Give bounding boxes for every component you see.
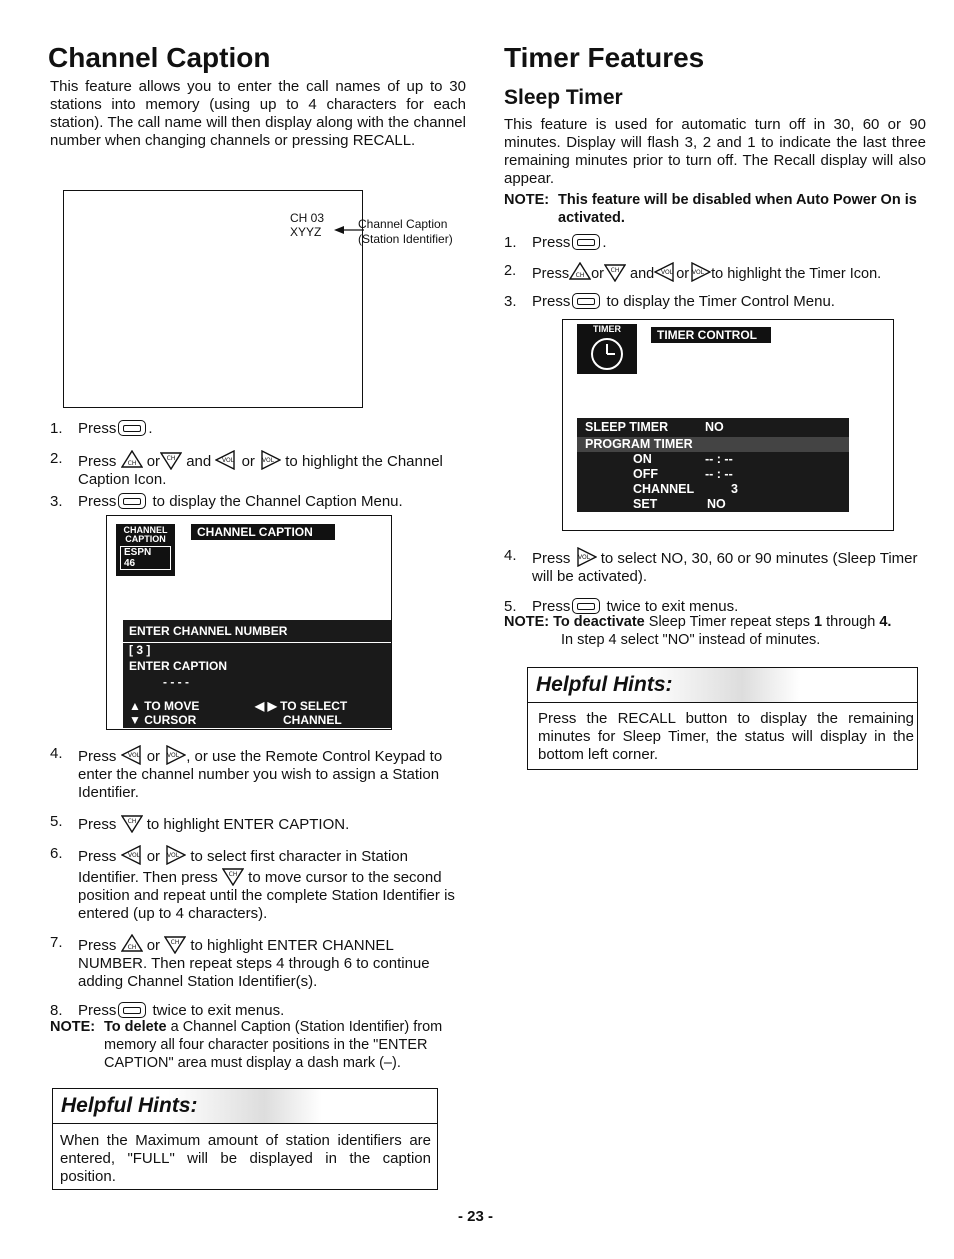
note-text: through (826, 614, 876, 630)
step-text: or (146, 848, 161, 865)
note-bold-text: To deactivate (553, 614, 645, 630)
vol-left-icon (121, 845, 143, 865)
clock-icon (577, 334, 637, 372)
left-step-7 (50, 934, 466, 991)
step-num: 7. (50, 934, 63, 951)
helpful-hints-title: Helpful Hints: (61, 1094, 198, 1117)
step-text: and (630, 266, 655, 282)
left-steps-a (50, 420, 466, 511)
ch-number-text: CH 03 (290, 211, 325, 225)
channel-value: 3 (136, 643, 144, 657)
to-select-text: TO SELECT (280, 699, 348, 713)
down-arrow-icon: ▼ (129, 713, 141, 727)
channel-num-text: 46 (124, 558, 136, 569)
ch-indicator (290, 211, 324, 239)
step-text: Press (78, 420, 117, 437)
channel-caption-menu-header: CHANNEL CAPTION (191, 524, 335, 540)
step-text: . (602, 234, 607, 251)
step-text: Press (78, 1002, 117, 1019)
left-step-1 (50, 420, 466, 438)
set-value: NO (707, 497, 726, 511)
step-num: 1. (50, 420, 63, 437)
timer-features-title: Timer Features (504, 42, 705, 73)
step-text: Press (532, 234, 571, 251)
action-button-icon (572, 293, 600, 309)
helpful-hints-title: Helpful Hints: (536, 673, 673, 696)
callout-label (358, 217, 453, 247)
vol-right-icon (575, 547, 597, 567)
note-bold-text: 4. (879, 614, 892, 630)
vol-left-icon (215, 450, 237, 470)
right-steps-b (504, 547, 928, 616)
step-num: 4. (50, 745, 63, 762)
on-label: ON (633, 452, 652, 466)
vol-right-icon (259, 450, 281, 470)
callout-line-1: Channel Caption (358, 217, 448, 231)
icon-label-2: CAPTION (125, 534, 166, 544)
enter-caption-item[interactable]: ENTER CAPTION (129, 659, 228, 673)
callout-line-2: (Station Identifier) (358, 232, 453, 246)
on-value: -- : -- (705, 452, 733, 466)
tv-screen-illustration (63, 190, 363, 408)
up-arrow-icon: ▲ (129, 699, 141, 713)
note-bold-text: 1 (814, 614, 823, 630)
step-num: 3. (504, 293, 517, 310)
note-text: This feature will be disabled when Auto Power On is activated. (558, 192, 917, 226)
channel-caption-menu-icon (116, 524, 175, 576)
step-text: Press (78, 493, 117, 510)
sleep-timer-intro: This feature is used for automatic turn off in 30, 60 or 90 minutes. Display will flash 3, 2 and 1 to indicate the last three remaining minutes prior to turn off. The Recall display will also appear. (504, 116, 926, 187)
step-num: 2. (504, 263, 517, 279)
step-num: 6. (50, 845, 63, 862)
step-num: 1. (504, 234, 517, 251)
right-note-1 (504, 191, 926, 227)
step-num: 5. (50, 813, 63, 830)
note-label: NOTE: (504, 614, 550, 630)
step-text: or (146, 748, 161, 765)
on-item[interactable] (577, 452, 849, 467)
right-steps-a (504, 234, 928, 311)
page-number: - 23 - (458, 1208, 494, 1225)
step-text: twice to exit menus. (606, 598, 739, 615)
timer-control-menu-header: TIMER CONTROL (651, 327, 771, 343)
step-text: to display the Channel Caption Menu. (152, 493, 403, 510)
step-text: to highlight ENTER CAPTION. (146, 816, 350, 833)
channel-caption-intro: This feature allows you to enter the call names of up to 30 stations into memory (using up to 4 characters for each station). The call name will then display along with the channel number when changing channels or pressing RECALL. (50, 78, 466, 149)
left-helpful-hints-box (52, 1088, 438, 1190)
off-value: -- : -- (705, 467, 733, 481)
helpful-hints-text: Press the RECALL button to display the remaining minutes for Sleep Timer, the status will display in the bottom left corner. (538, 710, 914, 763)
ch-down-icon (160, 450, 182, 470)
step-text: to select NO, 30, 60 or 90 minutes (Sleep Timer will be activated). (532, 550, 918, 585)
left-step-6 (50, 845, 466, 923)
step-text: or (676, 266, 690, 282)
channel-item[interactable] (577, 482, 849, 497)
off-item[interactable] (577, 467, 849, 482)
step-text: , or use the Remote Control Keypad to enter the channel number you wish to assign a Station Identifier. (78, 748, 443, 801)
right-step-1 (504, 234, 928, 252)
step-num: 2. (50, 450, 63, 467)
caption-dashes: - - - - (163, 675, 189, 689)
step-text: or (241, 453, 255, 470)
program-timer-label[interactable]: PROGRAM TIMER (577, 437, 849, 452)
step-text: Press (532, 598, 571, 615)
right-step-2 (504, 262, 928, 283)
action-button-icon (118, 1002, 146, 1018)
note-label: NOTE: (504, 192, 550, 208)
espn-text: ESPN (124, 547, 152, 558)
to-move-text: TO MOVE (144, 699, 200, 713)
ch-down-icon (222, 866, 244, 886)
left-right-arrow-icon: ◀ ▶ (255, 699, 277, 713)
action-button-icon (572, 234, 600, 250)
step-text: Press (78, 453, 117, 470)
cursor-text: CURSOR (144, 713, 197, 727)
step-text: Press (78, 816, 117, 833)
step-text: Press (532, 266, 570, 282)
off-label: OFF (633, 467, 658, 481)
step-text: or (146, 937, 161, 954)
step-text: to move cursor to the second position and repeat until the complete Station Identifier is entered (up to 4 characters). (78, 869, 455, 922)
timer-control-menu (562, 319, 894, 531)
step-text: to highlight the Timer Icon. (711, 266, 882, 282)
ch-up-icon (121, 450, 143, 470)
vol-left-icon (121, 745, 143, 765)
vol-right-icon (164, 845, 186, 865)
step-text: to highlight the Channel Caption Icon. (78, 453, 443, 488)
note-text: Sleep Timer repeat steps (648, 614, 810, 630)
ch-down-icon (164, 934, 186, 954)
icon-label-1: CHANNEL (123, 525, 168, 535)
sleep-timer-subtitle: Sleep Timer (504, 86, 623, 109)
step-text: to display the Timer Control Menu. (606, 293, 835, 310)
step-num: 5. (504, 598, 517, 615)
note-bold-text: To delete (104, 1019, 167, 1035)
note-label: NOTE: (50, 1019, 96, 1035)
set-label: SET (633, 497, 658, 511)
timer-icon-label: TIMER (593, 324, 621, 334)
step-text: to highlight ENTER CHANNEL NUMBER. Then repeat steps 4 through 6 to continue adding Channel Station Identifier(s). (78, 937, 430, 990)
step-text: or (146, 453, 161, 470)
timer-osd-panel (577, 418, 849, 512)
step-text: Press (78, 848, 117, 865)
timer-menu-icon (577, 324, 637, 374)
right-note-2 (504, 613, 932, 649)
vol-right-icon (689, 262, 711, 282)
step-text: or (591, 266, 604, 282)
channel-caption-osd-panel: ENTER CHANNEL NUMBER [ 3 ] ENTER CAPTION - - - - ▲ TO MOVE ▼ CURSOR ◀ ▶ TO SELECT CHANNEL (123, 620, 391, 728)
step-text: twice to exit menus. (152, 1002, 285, 1019)
note-text-line-2: In step 4 select "NO" instead of minutes. (561, 632, 821, 648)
action-button-icon (118, 420, 146, 436)
sleep-timer-label: SLEEP TIMER (585, 420, 669, 434)
set-item[interactable] (577, 497, 849, 512)
ch-down-icon (604, 262, 626, 282)
step-text: Press (78, 748, 117, 765)
step-text: to select first character in Station (190, 848, 408, 865)
left-steps-b (50, 745, 466, 1020)
station-id-text: XYYZ (290, 225, 322, 239)
left-note (50, 1018, 466, 1072)
note-text: a Channel Caption (Station Identifier) from memory all four character positions in the "ENTER CAPTION" area must display a dash mark (–). (104, 1019, 443, 1071)
action-button-icon (572, 598, 600, 614)
left-step-2 (50, 450, 466, 489)
channel-value: 3 (731, 482, 738, 496)
sleep-timer-value: NO (705, 420, 724, 434)
ch-down-icon (121, 813, 143, 833)
enter-channel-number-item[interactable]: ENTER CHANNEL NUMBER (123, 620, 391, 643)
action-button-icon (118, 493, 146, 509)
step-text: Press (532, 550, 571, 567)
step-num: 4. (504, 547, 517, 564)
step-text: . (148, 420, 153, 437)
vol-left-icon (654, 262, 676, 282)
right-helpful-hints-box (527, 667, 918, 770)
channel-text: CHANNEL (283, 713, 342, 727)
helpful-hints-text: When the Maximum amount of station identifiers are entered, "FULL" will be displayed in the caption position. (60, 1132, 431, 1185)
channel-caption-title: Channel Caption (48, 42, 271, 73)
right-step-4 (504, 547, 928, 586)
step-num: 8. (50, 1002, 63, 1019)
channel-label: CHANNEL (633, 482, 695, 496)
ch-up-icon (121, 934, 143, 954)
step-text: Identifier. Then press (78, 869, 218, 886)
step-text: and (186, 453, 212, 470)
right-step-3 (504, 293, 928, 311)
left-step-4 (50, 745, 466, 802)
step-num: 3. (50, 493, 63, 510)
vol-right-icon (164, 745, 186, 765)
left-step-3 (50, 493, 466, 511)
ch-up-icon (569, 262, 591, 282)
channel-caption-menu (106, 515, 392, 730)
step-text: Press (78, 937, 117, 954)
sleep-timer-item[interactable] (577, 418, 849, 437)
step-text: Press (532, 293, 571, 310)
left-step-5 (50, 813, 466, 834)
